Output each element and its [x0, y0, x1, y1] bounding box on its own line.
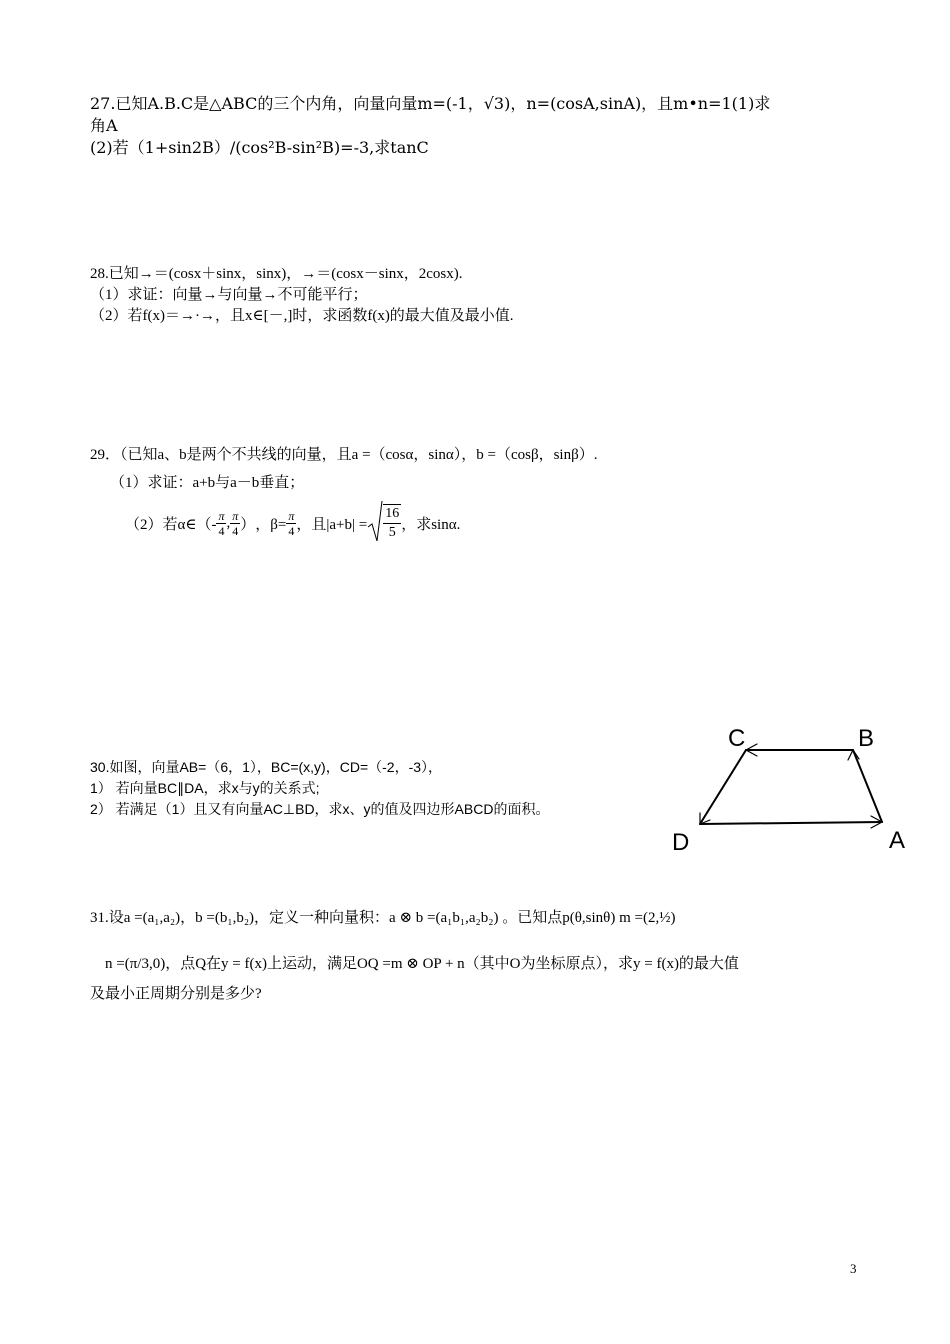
fraction-denominator: 4 — [218, 523, 225, 538]
q31-line3: 及最小正周期分别是多少? — [90, 986, 262, 1002]
page-number: 3 — [850, 1261, 857, 1276]
q28-line3: （2）若f(x)＝→·→，且x∈[－,]时，求函数f(x)的最大值及最小值. — [90, 308, 514, 324]
q30-line1: 30.如图，向量AB=（6，1），BC=(x,y)，CD=（-2，-3）， — [90, 759, 443, 775]
q30-line3: 2） 若满足（1）且又有向量AC⊥BD，求x、y的值及四边形ABCD的面积。 — [90, 801, 550, 817]
side-ad — [700, 822, 882, 824]
vertex-label-a: A — [889, 827, 906, 854]
fraction-numerator: 16 — [383, 505, 401, 524]
fraction-numerator: π — [232, 508, 239, 523]
vertex-label-b: B — [858, 725, 875, 752]
q31-line2: n =(π/3,0)，点Q在y = f(x)上运动，满足OQ =m ⊗ OP + n（其中O为坐标原点），求y = f(x)的最大值 — [105, 956, 739, 972]
q29-line3-mid1: ，β= — [255, 516, 287, 533]
side-ba — [853, 750, 882, 822]
fraction-denominator: 4 — [232, 523, 239, 538]
fraction-pi-over-4 — [216, 509, 226, 538]
side-dc — [700, 750, 746, 824]
q29-line3-suffix: ，求sinα. — [401, 516, 461, 533]
q28-line2: （1）求证：向量→与向量→不可能平行； — [90, 287, 368, 303]
q27-line1: 27.已知A.B.C是△ABC的三个内角，向量向量m=(-1，√3)，n=(cosA,sinA)，且m•n=1(1)求 — [90, 94, 771, 113]
fraction-16-over-5 — [383, 504, 401, 542]
fraction-numerator: π — [288, 508, 295, 523]
fraction-denominator: 4 — [288, 523, 295, 538]
q30-line2: 1） 若向量BC∥DA，求x与y的关系式; — [90, 780, 320, 796]
q29-line1: 29．（已知a、b是两个不共线的向量，且a =（cosα，sinα），b =（cosβ，sinβ）. — [90, 447, 598, 463]
sqrt-symbol — [367, 499, 383, 548]
q27-line2: 角A — [90, 116, 118, 135]
fraction-numerator: π — [218, 508, 225, 523]
trapezoid-figure — [660, 720, 920, 860]
q29-line3-prefix: （2）若α∈（- — [125, 516, 217, 533]
fraction-denominator: 5 — [388, 525, 396, 540]
q29-line3: （2）若α∈（- $\frac{\pi}{4}$ , $\frac{\pi}{4}$ ） ，β= $\frac{\pi}{4}$ ，且|a+b| = $\frac{16}{5}$ ，求sinα. — [125, 498, 460, 548]
vertex-label-c: C — [728, 725, 746, 752]
vertex-label-d: D — [672, 829, 690, 856]
q29-line3-mid2: ，且|a+b| = — [296, 516, 368, 533]
q27-line3: (2)若（1+sin2B）/(cos²B-sin²B)=-3,求tanC — [90, 138, 429, 157]
q28-line1: 28.已知→＝(cosx＋sinx，sinx)，→＝(cosx－sinx，2cosx). — [90, 266, 463, 282]
radical-icon — [367, 499, 383, 543]
q29-line2: （1）求证：a+b与a－b垂直； — [110, 475, 305, 491]
fraction-pi-over-4 — [230, 509, 240, 538]
q31-line1: 31.设a =(a₁,a₂)，b =(b₁,b₂)，定义一种向量积：a ⊗ b =(a₁b₁,a₂b₂) 。已知点p(θ,sinθ) m =(2,½) — [90, 910, 676, 926]
fraction-pi-over-4 — [286, 509, 296, 538]
